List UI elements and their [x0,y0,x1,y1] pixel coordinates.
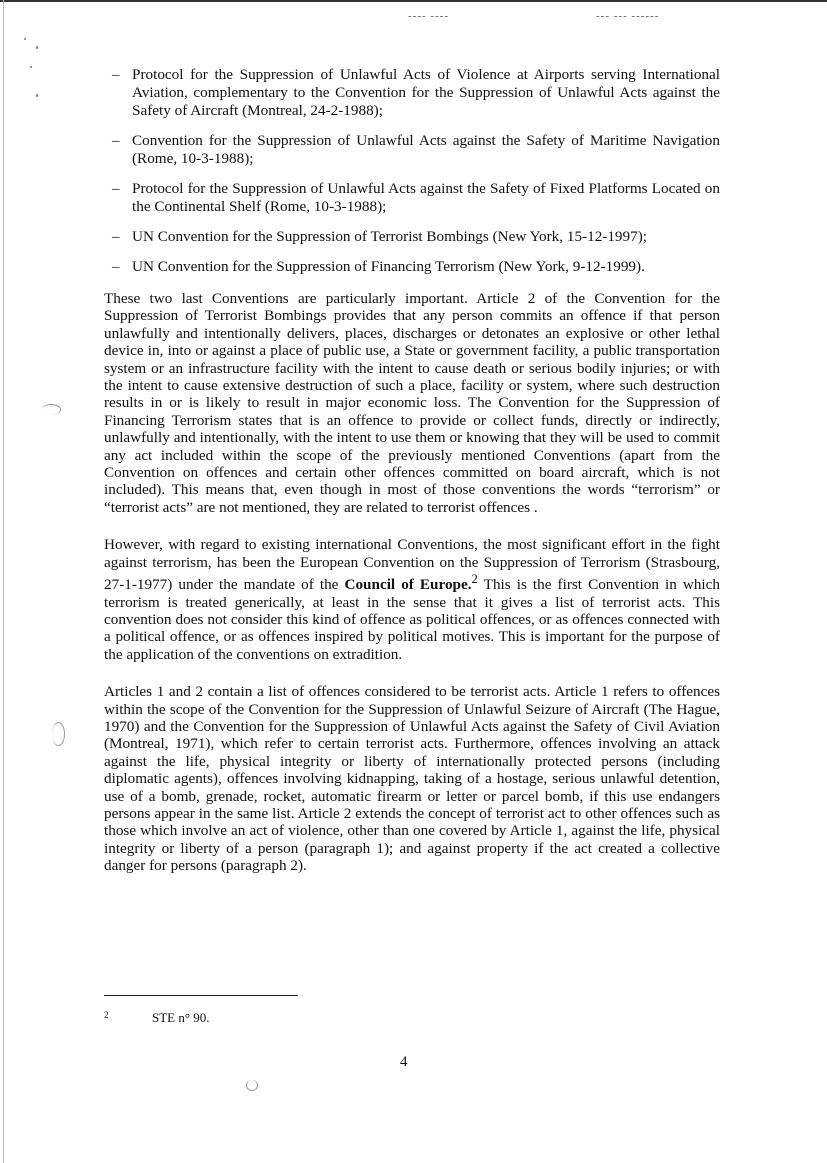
punch-hole-mark [42,404,61,415]
footnote-divider [104,995,298,996]
punch-hole-mark [52,722,65,746]
list-item-text: Convention for the Suppression of Unlawful Acts against the Safety of Maritime Navigation (Rome, 10-3-1988); [132,132,720,167]
header-fragment-left: ---- ---- [408,10,450,22]
bullet-dash: – [112,258,120,275]
list-item [104,228,720,246]
bullet-dash: – [112,66,120,83]
footnote-text: STE n° 90. [152,1010,210,1025]
scan-speck [36,94,38,97]
list-item [104,132,720,168]
list-item-text: UN Convention for the Suppression of Terrorist Bombings (New York, 15-12-1997); [132,228,647,245]
header-fragment-right: --- --- ------ [596,10,660,22]
paragraph-european-convention [104,536,720,663]
list-item-text: Protocol for the Suppression of Unlawful Acts of Violence at Airports serving International Aviation, complementary to the Convention for the Suppression of Unlawful Acts against the Safety of Aircraft (Montreal, 24-2-1988); [132,66,720,119]
list-item-text: Protocol for the Suppression of Unlawful Acts against the Safety of Fixed Platforms Located on the Continental Shelf (Rome, 10-3-1988); [132,180,720,215]
paragraph-text: This is the first Convention in which terrorism is treated generically, at least in the sense that it gives a list of terrorist acts. This convention does not consider this kind of offence as political offences, or as offences connected with a political offence, or as offences inspired by political motives. This is important for the purpose of the application of the conventions on extradition. [104,576,720,663]
bullet-dash: – [112,228,120,245]
scan-speck [36,46,38,49]
scan-speck [30,66,32,68]
scan-speck [24,38,26,40]
list-item [104,258,720,276]
bullet-dash: – [112,180,120,197]
footnote-reference: 2 [471,572,478,587]
convention-list [104,66,720,276]
scan-mark [246,1080,258,1091]
list-item [104,180,720,216]
footnote-mark: 2 [104,1010,109,1020]
scan-top-edge [0,0,827,2]
paragraph-text: However, with regard to existing international Conventions, the most significant effort in the fight against terrorism, has been the European Convention on the Suppression of Terrorism (Strasbourg, 27-1-1977) under the mandate of the [104,536,720,594]
list-item [104,66,720,120]
paragraph-articles: Articles 1 and 2 contain a list of offences considered to be terrorist acts. Article 1 refers to offences within the scope of the Convention for the Suppression of Unlawful Seizure of Aircraft (The Hague, 1970) and the Convention for the Suppression of Unlawful Acts against the Safety of Civil Aviation (Montreal, 1971), which refer to certain terrorist acts. Furthermore, offences involving an attack against the life, physical integrity or liberty of internationally protected persons (including diplomatic agents), offences involving kidnapping, taking of a hostage, serious unlawful detention, use of a bomb, grenade, rocket, automatic firearm or letter or parcel bomb, if this use endangers persons appear in the same list. Article 2 extends the concept of terrorist act to other offences such as those which involve an act of violence, other than one covered by Article 1, against the life, physical integrity or liberty of a person (paragraph 1); and against property if the act created a collective danger for persons (paragraph 2). [104,683,720,875]
bullet-dash: – [112,132,120,149]
list-item-text: UN Convention for the Suppression of Financing Terrorism (New York, 9-12-1999). [132,258,645,275]
page-number: 4 [400,1054,408,1070]
paragraph-conventions-importance: These two last Conventions are particularly important. Article 2 of the Convention for the Suppression of Terrorist Bombings provides that any person commits an offence if that person unlawfully and intentionally delivers, places, discharges or detonates an explosive or other lethal device in, into or against a place of public use, a State or government facility, a public transportation system or an infrastructure facility with the intent to cause death or serious bodily injuries; or with the intent to cause extensive destruction of such a place, facility or system, where such destruction results in or is likely to result in major economic loss. The Convention for the Suppression of Financing Terrorism states that is an offence to provide or collect funds, directly or indirectly, unlawfully and intentionally, with the intent to use them or knowing that they will be used to commit any act included within the scope of the previously mentioned Conventions (apart from the Convention on offences and certain other offences committed on board aircraft, which is not included). This means that, even though in most of those conventions the words “terrorism” or “terrorist acts” are not mentioned, they are related to terrorist offences . [104,290,720,516]
council-of-europe-label: Council of Europe. [344,576,472,594]
document-body [104,66,720,875]
cropped-header [400,10,800,24]
scan-left-edge [3,0,4,1163]
